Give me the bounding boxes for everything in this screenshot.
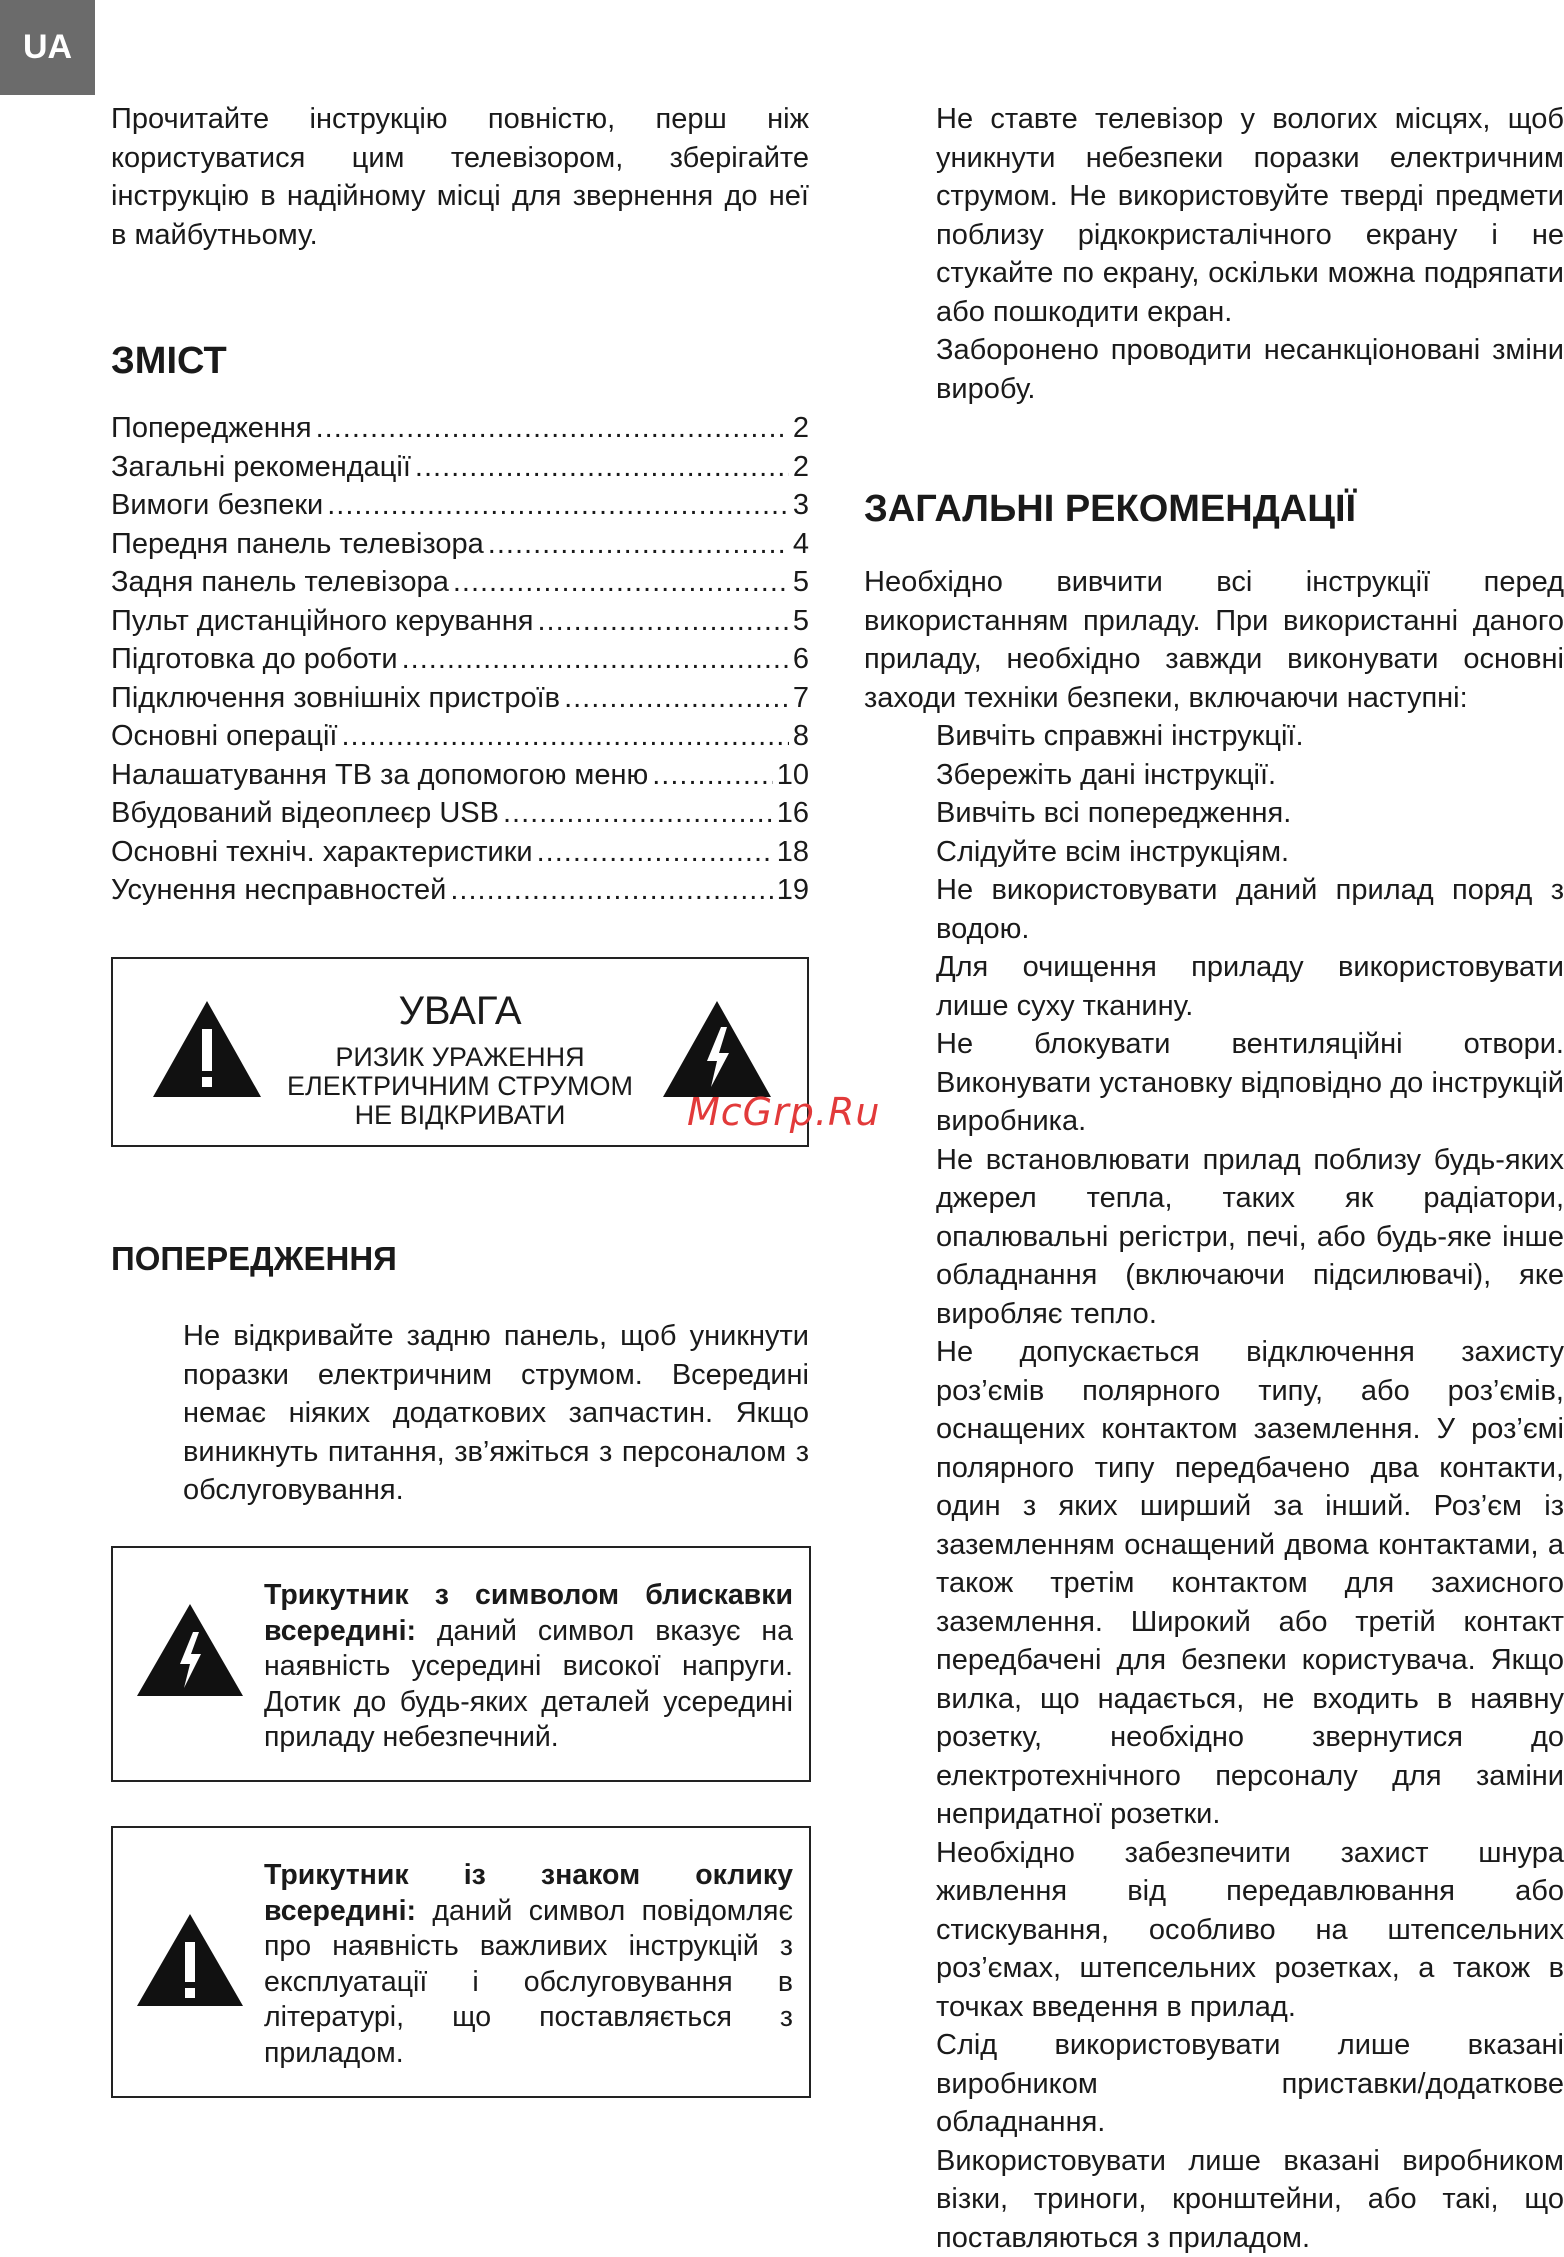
toc-dot-leader	[327, 486, 789, 525]
caution-line-1: РИЗИК УРАЖЕННЯ	[113, 1043, 807, 1072]
toc-item[interactable]	[111, 486, 809, 525]
toc-item-label: Підключення зовнішніх пристроїв	[111, 679, 560, 718]
lightning-symbol-bold: Трикутник з символом блискавки всередині:	[264, 1579, 793, 1647]
toc-item[interactable]	[111, 409, 809, 448]
lightning-symbol-box	[111, 1546, 811, 1782]
toc-item-label: Вимоги безпеки	[111, 486, 323, 525]
right-column	[864, 100, 1564, 2257]
toc-item-label: Пульт дистанційного керування	[111, 602, 533, 641]
toc-title: ЗМІСТ	[111, 340, 809, 383]
exclamation-triangle-icon	[135, 1912, 245, 2008]
toc-item[interactable]	[111, 602, 809, 641]
toc-item-page: 5	[793, 563, 809, 602]
toc-item-label: Передня панель телевізора	[111, 525, 484, 564]
toc-dot-leader	[453, 563, 789, 602]
general-intro: Необхідно вивчити всі інструкції перед використанням приладу. При використанні даного приладу, необхідно завжди виконувати основні заходи техніки безпеки, включаючи наступні:	[864, 563, 1564, 717]
general-list-item: Не використовувати даний прилад поряд з водою.	[936, 871, 1564, 948]
toc-item-page: 10	[777, 756, 809, 795]
toc-item-page: 19	[777, 871, 809, 910]
right-paragraph-1: Не ставте телевізор у вологих місцях, щоб уникнути небезпеки поразки електричним струмом. Не використовуйте тверді предмети поблизу рідкокристалічного екрану і не стукайте по екрану, оскільки можна подряпати або пошкодити екран.	[936, 100, 1564, 331]
toc-item-label: Задня панель телевізора	[111, 563, 449, 602]
toc-item[interactable]	[111, 794, 809, 833]
right-top-text	[936, 100, 1564, 408]
toc-item-page: 5	[793, 602, 809, 641]
general-list-item: Вивчіть всі попередження.	[936, 794, 1564, 833]
toc-item[interactable]	[111, 448, 809, 487]
general-list	[936, 717, 1564, 2257]
toc-item[interactable]	[111, 679, 809, 718]
toc-dot-leader	[537, 602, 788, 641]
general-list-item: Слідуйте всім інструкціям.	[936, 833, 1564, 872]
watermark: McGrp.Ru	[687, 1090, 880, 1134]
lightning-symbol-desc: даний символ вказує на наявність усередині високої напруги. Дотик до будь-яких деталей усередині приладу небезпечний.	[264, 1615, 793, 1754]
toc-item-page: 8	[793, 717, 809, 756]
toc-item[interactable]	[111, 563, 809, 602]
general-list-item: Необхідно забезпечити захист шнура живлення від передавлювання або стискування, особливо на штепсельних роз’ємах, штепсельних розетках, а також в точках введення в прилад.	[936, 1834, 1564, 2027]
toc-dot-leader	[537, 833, 773, 872]
toc-item-label: Підготовка до роботи	[111, 640, 398, 679]
general-list-item: Для очищення приладу використовувати лише суху тканину.	[936, 948, 1564, 1025]
toc-item[interactable]	[111, 871, 809, 910]
toc-item-label: Вбудований відеоплеєр USB	[111, 794, 499, 833]
exclamation-symbol-box	[111, 1826, 811, 2098]
general-list-item: Не блокувати вентиляційні отвори. Виконувати установку відповідно до інструкцій виробника.	[936, 1025, 1564, 1141]
general-title: ЗАГАЛЬНІ РЕКОМЕНДАЦІЇ	[864, 488, 1564, 531]
caution-line-3: НЕ ВІДКРИВАТИ	[113, 1101, 807, 1130]
warnings-text: Не відкривайте задню панель, щоб уникнути поразки електричним струмом. Всередині немає ніяких додаткових запчастин. Якщо виникнуть питання, зв’яжіться з персоналом з обслуговування.	[183, 1317, 809, 1510]
toc-item-label: Основні операції	[111, 717, 337, 756]
caution-line-2: ЕЛЕКТРИЧНИМ СТРУМОМ	[113, 1072, 807, 1101]
exclamation-symbol-bold: Трикутник із знаком оклику всередині:	[264, 1859, 793, 1927]
toc-dot-leader	[316, 409, 789, 448]
toc-item-page: 4	[793, 525, 809, 564]
toc-item[interactable]	[111, 717, 809, 756]
toc-dot-leader	[450, 871, 772, 910]
general-list-item: Використовувати лише вказані виробником візки, триноги, кронштейни, або такі, що поставляються з приладом.	[936, 2142, 1564, 2257]
lightning-triangle-icon	[135, 1602, 245, 1698]
general-list-item: Збережіть дані інструкції.	[936, 756, 1564, 795]
toc-item-page: 7	[793, 679, 809, 718]
toc-dot-leader	[402, 640, 789, 679]
exclamation-symbol-text	[264, 1858, 793, 2071]
caution-title: УВАГА	[113, 989, 807, 1034]
toc-item[interactable]	[111, 640, 809, 679]
toc-item-page: 2	[793, 409, 809, 448]
general-list-item: Не встановлювати прилад поблизу будь-яких джерел тепла, таких як радіатори, опалювальні регістри, печі, або будь-яке інше обладнання (включаючи підсилювачі), яке виробляє тепло.	[936, 1141, 1564, 1334]
toc-dot-leader	[415, 448, 789, 487]
toc-list	[111, 409, 809, 910]
right-paragraph-2: Заборонено проводити несанкціоновані зміни виробу.	[936, 331, 1564, 408]
toc-item-label: Загальні рекомендації	[111, 448, 411, 487]
toc-item-label: Усунення несправностей	[111, 871, 446, 910]
general-list-item: Не допускається відключення захисту роз’ємів полярного типу, або роз’ємів, оснащених контактом заземлення. У роз’ємі полярного типу передбачено два контакти, один з яких ширший за інший. Роз’єм із заземленням оснащений двома контактами, а також третім контактом для захисного заземлення. Широкий або третій контакт передбачені для безпеки користувача. Якщо вилка, що надається, не входить в наявну розетку, необхідно звернутися до електротехнічного персоналу для заміни непридатної розетки.	[936, 1333, 1564, 1834]
language-tab: UA	[0, 0, 95, 95]
exclamation-symbol-desc: даний символ повідомляє про наявність важливих інструкцій з експлуатації і обслуговування в літературі, що поставляється з приладом.	[264, 1895, 793, 2069]
warnings-title: ПОПЕРЕДЖЕННЯ	[111, 1240, 397, 1278]
toc-dot-leader	[503, 794, 773, 833]
toc-dot-leader	[488, 525, 789, 564]
toc-item-page: 18	[777, 833, 809, 872]
general-list-item: Слід використовувати лише вказані виробником приставки/додаткове обладнання.	[936, 2026, 1564, 2142]
toc-item[interactable]	[111, 525, 809, 564]
toc-item[interactable]	[111, 756, 809, 795]
toc-item[interactable]	[111, 833, 809, 872]
general-list-item: Вивчіть справжні інструкції.	[936, 717, 1564, 756]
toc-item-page: 6	[793, 640, 809, 679]
toc-dot-leader	[652, 756, 772, 795]
left-column	[111, 100, 809, 910]
toc-dot-leader	[341, 717, 788, 756]
lightning-triangle-icon	[661, 999, 773, 1099]
toc-dot-leader	[564, 679, 789, 718]
intro-paragraph: Прочитайте інструкцію повністю, перш ніж користуватися цим телевізором, зберігайте інструкцію в надійному місці для звернення до неї в майбутньому.	[111, 100, 809, 254]
lightning-symbol-text	[264, 1578, 793, 1756]
toc-item-page: 16	[777, 794, 809, 833]
toc-item-label: Налашатування ТВ за допомогою меню	[111, 756, 648, 795]
toc-item-label: Попередження	[111, 409, 312, 448]
toc-item-page: 2	[793, 448, 809, 487]
toc-item-page: 3	[793, 486, 809, 525]
toc-item-label: Основні техніч. характеристики	[111, 833, 533, 872]
